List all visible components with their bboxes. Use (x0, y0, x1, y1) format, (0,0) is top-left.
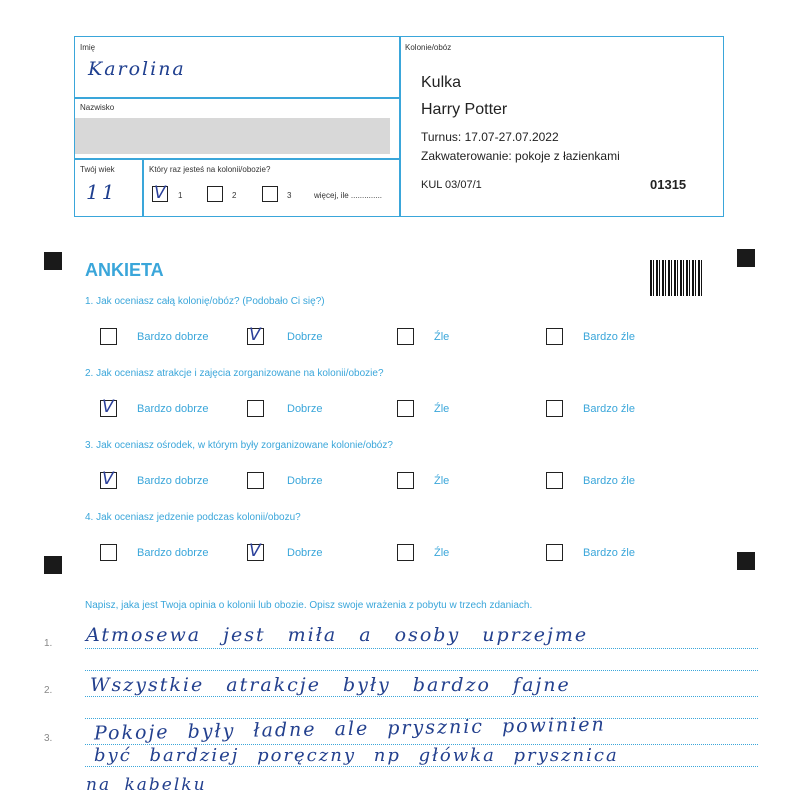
handwritten-line-1: Atmosewa jest miła a osoby uprzejme (86, 624, 589, 646)
q3-option-bardzo-dobrze: Bardzo dobrze (137, 475, 209, 487)
q3-checkbox-bardzo-dobrze[interactable] (100, 469, 117, 489)
q3-checkbox-bardzo-zle[interactable] (546, 472, 563, 489)
answer-line-1a (85, 648, 758, 649)
times-checkbox-2[interactable] (207, 186, 223, 202)
q2-checkbox-dobrze[interactable] (247, 400, 264, 417)
question-2: 2. Jak oceniasz atrakcje i zajęcia zorganizowane na kolonii/obozie? (85, 368, 384, 379)
handwritten-line-3: Pokoje były ładne ale prysznic powinien (93, 713, 606, 745)
barcode (650, 260, 702, 296)
q1-checkbox-dobrze[interactable] (247, 325, 264, 345)
q2-option-dobrze: Dobrze (287, 403, 323, 415)
age-label: Twój wiek (80, 165, 115, 174)
surname-label: Nazwisko (80, 103, 115, 112)
q4-option-zle: Źle (434, 547, 450, 559)
times-label: Który raz jesteś na kolonii/obozie? (149, 165, 271, 174)
question-1: 1. Jak oceniasz całą kolonię/obóz? (Podobało Ci się?) (85, 296, 325, 307)
q2-checkbox-bardzo-dobrze[interactable] (100, 397, 117, 417)
q1-checkbox-bardzo-dobrze[interactable] (100, 328, 117, 345)
q1-option-bardzo-dobrze: Bardzo dobrze (137, 331, 209, 343)
times-option-2: 2 (232, 191, 237, 200)
q3-option-zle: Źle (434, 475, 450, 487)
q2-option-zle: Źle (434, 403, 450, 415)
q2-checkbox-zle[interactable] (397, 400, 414, 417)
turnus: Turnus: 17.07-27.07.2022 (421, 130, 559, 144)
question-4: 4. Jak oceniasz jedzenie podczas kolonii/obozu? (85, 512, 301, 523)
q4-checkbox-zle[interactable] (397, 544, 414, 561)
answer-line-3b (85, 766, 758, 767)
camp-label: Kolonie/obóz (405, 43, 452, 52)
survey-title: ANKIETA (85, 260, 164, 280)
q3-checkbox-zle[interactable] (397, 472, 414, 489)
check-mark-icon: V (154, 183, 166, 203)
times-option-3: 3 (287, 191, 292, 200)
registration-marker-mid-left (44, 556, 62, 574)
header-col-divider (142, 158, 144, 217)
camp-code: KUL 03/07/1 (421, 179, 482, 191)
registration-marker-mid-right (737, 552, 755, 570)
q1-checkbox-zle[interactable] (397, 328, 414, 345)
registration-marker-top-right (737, 249, 755, 267)
q4-checkbox-bardzo-dobrze[interactable] (100, 544, 117, 561)
line-number-3: 3. (44, 733, 53, 744)
q2-checkbox-bardzo-zle[interactable] (546, 400, 563, 417)
camp-name: Kulka (421, 74, 462, 91)
q3-option-bardzo-zle: Bardzo źle (583, 475, 635, 487)
answer-line-1b (85, 670, 758, 671)
q4-option-dobrze: Dobrze (287, 547, 323, 559)
q1-option-zle: Źle (434, 331, 450, 343)
name-value: Karolina (88, 58, 186, 80)
accommodation: Zakwaterowanie: pokoje z łazienkami (421, 149, 620, 163)
handwritten-line-2: Wszystkie atrakcje były bardzo fajne (90, 674, 571, 696)
form-number: 01315 (650, 177, 687, 192)
q4-option-bardzo-zle: Bardzo źle (583, 547, 635, 559)
opinion-prompt: Napisz, jaka jest Twoja opinia o kolonii lub obozie. Opisz swoje wrażenia z pobytu w trzech zdaniach. (85, 600, 533, 611)
check-mark-icon: V (102, 469, 114, 489)
question-3: 3. Jak oceniasz ośrodek, w którym były zorganizowane kolonie/obóz? (85, 440, 393, 451)
handwritten-line-5: na kabelku (86, 775, 207, 795)
name-label: Imię (80, 43, 96, 52)
times-checkbox-3[interactable] (262, 186, 278, 202)
line-number-1: 1. (44, 638, 53, 649)
check-mark-icon: V (249, 541, 261, 561)
q2-option-bardzo-dobrze: Bardzo dobrze (137, 403, 209, 415)
q3-option-dobrze: Dobrze (287, 475, 323, 487)
q4-option-bardzo-dobrze: Bardzo dobrze (137, 547, 209, 559)
q4-checkbox-bardzo-zle[interactable] (546, 544, 563, 561)
q1-option-bardzo-zle: Bardzo źle (583, 331, 635, 343)
q1-option-dobrze: Dobrze (287, 331, 323, 343)
registration-marker-top-left (44, 252, 62, 270)
answer-line-2a (85, 696, 758, 697)
q3-checkbox-dobrze[interactable] (247, 472, 264, 489)
times-more-label: więcej, ile .............. (314, 191, 383, 200)
q2-option-bardzo-zle: Bardzo źle (583, 403, 635, 415)
line-number-2: 2. (44, 685, 53, 696)
age-value: 11 (86, 180, 118, 204)
times-option-1: 1 (178, 191, 183, 200)
check-mark-icon: V (102, 397, 114, 417)
header-row-divider-2 (74, 158, 400, 160)
header-divider (399, 36, 401, 217)
times-checkbox-1[interactable] (152, 183, 168, 203)
check-mark-icon: V (249, 325, 261, 345)
q4-checkbox-dobrze[interactable] (247, 541, 264, 561)
header-row-divider-1 (74, 97, 400, 99)
surname-redaction (75, 118, 390, 154)
handwritten-line-4: być bardziej poręczny np główka prysznica (94, 745, 619, 766)
q1-checkbox-bardzo-zle[interactable] (546, 328, 563, 345)
camp-theme: Harry Potter (421, 101, 508, 118)
